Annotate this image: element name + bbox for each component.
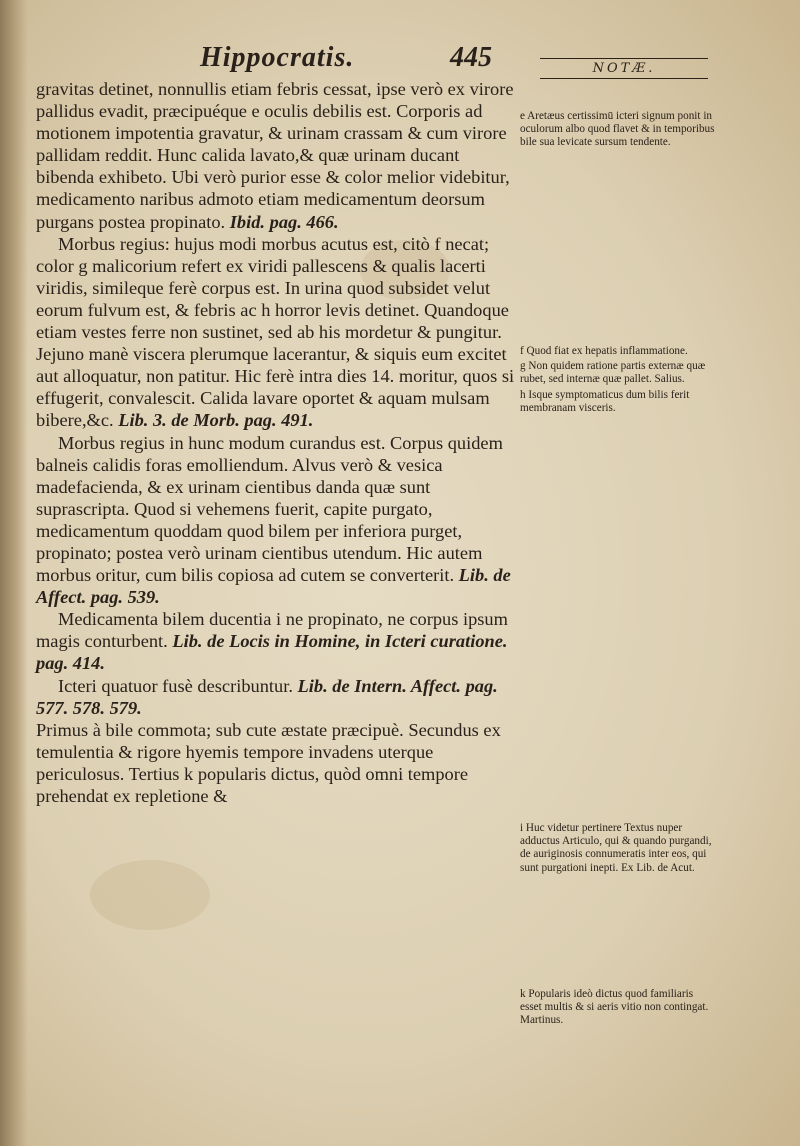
paragraph: Medicamenta bilem ducentia i ne propinato, ne corpus ipsum magis conturbent. Lib. de Locis in Homine, in Icteri curatione. pag. 414.: [36, 609, 508, 674]
citation: Lib. de Affect. pag. 539.: [36, 565, 511, 608]
main-text-column: [36, 78, 516, 807]
citation: Lib. 3. de Morb. pag. 491.: [118, 410, 314, 431]
note-text: f Quod fiat ex hepatis inflammatione.: [520, 345, 688, 357]
paragraph: Primus à bile commota; sub cute æstate præcipuè. Secundus ex temulentia & rigore hyemis tempore invadens uterque periculosus. Tertius k popularis dictus, quòd omni tempore prehendat ex repletione &: [36, 719, 501, 806]
page-number: 445: [450, 42, 492, 73]
note-text: k Popularis ideò dictus quod familiaris esset multis & si aeris vitio non contingat. Martinus.: [520, 988, 709, 1027]
margin-note-e: [520, 110, 716, 152]
note-text: i Huc videtur pertinere Textus nuper adductus Articulo, qui & quando purgandi, de auriginosis connumeratis inter eos, qui sunt purgationi inepti. Ex Lib. de Acut.: [520, 822, 712, 874]
paper-stain: [90, 860, 210, 930]
margin-note-k: [520, 988, 716, 1030]
citation: Ibid. pag. 466.: [229, 211, 339, 232]
citation: Lib. de Locis in Homine, in Icteri curatione. pag. 414.: [36, 631, 508, 674]
margin-note-i: [520, 822, 716, 877]
note-text: h Isque symptomaticus dum bilis ferit membranam visceris.: [520, 388, 690, 414]
paragraph: Icteri quatuor fusè describuntur. Lib. de Intern. Affect. pag. 577. 578. 579.: [36, 675, 498, 718]
page-header: [200, 42, 730, 82]
citation: Lib. de Intern. Affect. pag. 577. 578. 579.: [36, 675, 498, 718]
margin-notes-f-h: [520, 345, 716, 417]
notes-heading: NOTÆ.: [540, 58, 708, 79]
note-text: e Aretæus certissimū icteri signum ponit in oculorum albo quod flavet & in temporibus bile sua levicate sursum tendente.: [520, 110, 715, 149]
paragraph: Morbus regius in hunc modum curandus est. Corpus quidem balneis calidis foras emolliendum. Alvus verò & vesica madefacienda, & ex urinam cientibus danda quæ sunt suprascripta. Quod si vehemens fuerit, capite purgato, medicamentum quoddam quod bilem per inferiora purget, propinato; postea verò urinam cientibus utendum. Hic autem morbus oritur, cum bilis copiosa ad cutem se converterit. Lib. de Affect. pag. 539.: [36, 432, 511, 608]
page-gutter-shadow: [0, 0, 28, 1146]
paragraph: gravitas detinet, nonnullis etiam febris cessat, ipse verò ex virore pallidus evadit, præcipuéque e oculis debilis est. Corporis ad motionem impotentia gravatur, & urinam crassam & cum virore pallidam reddit. Hunc calida lavato,& quæ urinam ducant bibenda exhibeto. Ubi verò purior esse & color melior videbitur, medicamento naribus admoto etiam medicamentum deorsum purgans postea propinato. Ibid. pag. 466.: [36, 79, 514, 232]
running-title: Hippocratis.: [200, 42, 355, 73]
note-text: g Non quidem ratione partis externæ quæ rubet, sed internæ quæ pallet. Salius.: [520, 360, 706, 386]
paragraph: Morbus regius: hujus modi morbus acutus est, citò f necat; color g malicorium refert ex viridi pallescens & qualis lacerti viridis, simileque ferè corpus est. In urina quod subsidet velut eorum fulvum est, & febris ac h horror levis detinet. Quandoque etiam vestes ferre non sustinet, sed ab his mordetur & pungitur. Jejuno manè viscera plerumque lacerantur, & siquis eum excitet aut alloquatur, non patitur. Hic ferè intra dies 14. moritur, quos si effugerit, convalescit. Calida lavare oportet & aquam mulsam bibere,&c. Lib. 3. de Morb. pag. 491.: [36, 233, 515, 431]
